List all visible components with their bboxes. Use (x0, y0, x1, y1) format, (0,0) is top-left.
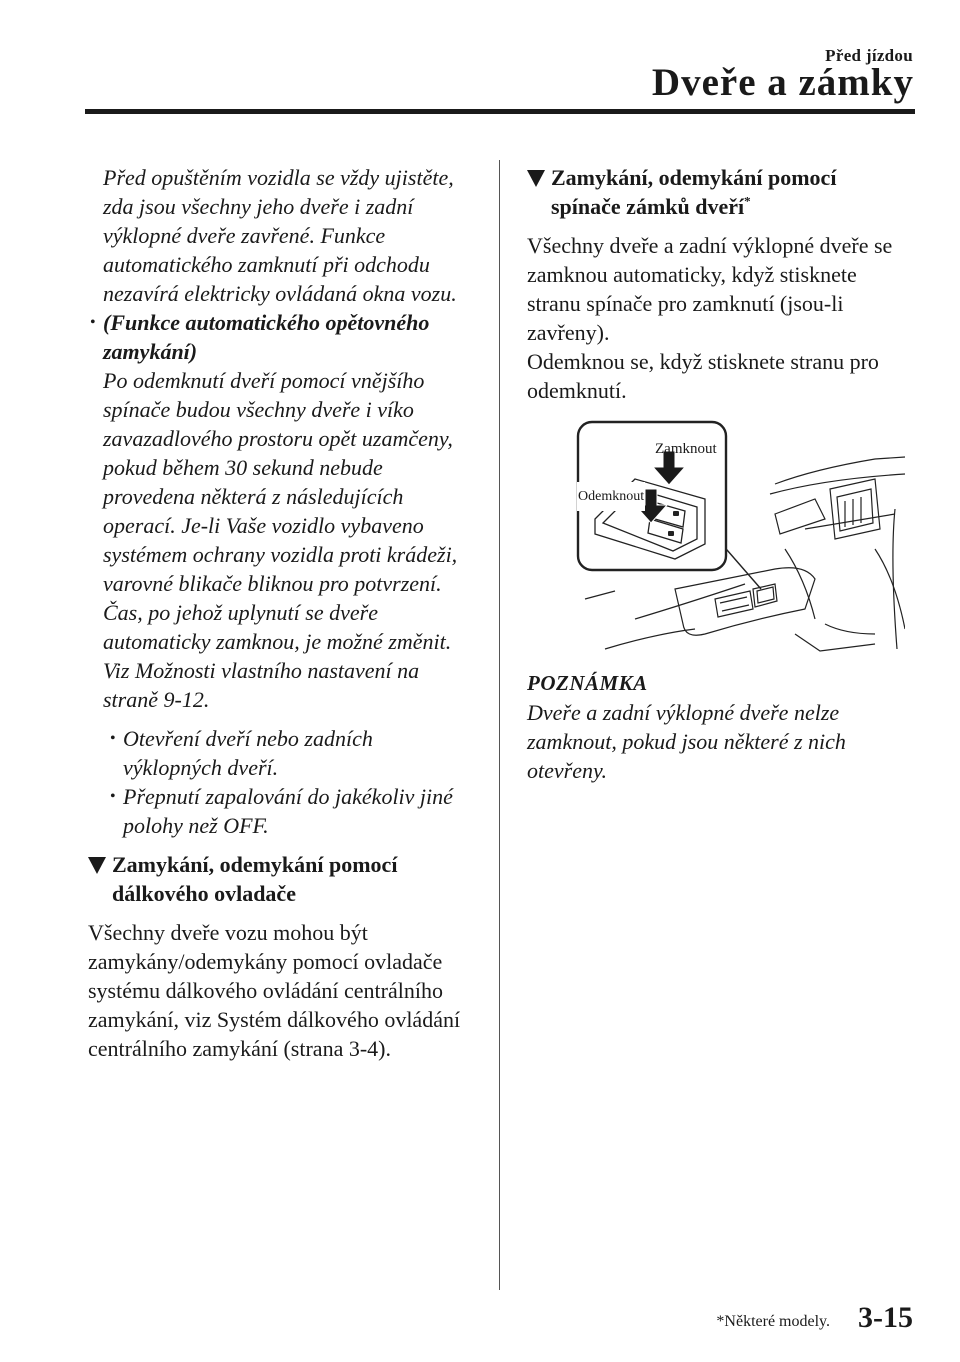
text-line: stranu spínače pro zamknutí (jsou-li (527, 291, 844, 316)
unlock-label: Odemknout (577, 482, 645, 511)
text-line: Zamykání, odemykání pomocí (112, 852, 398, 877)
text-line: automatického zamknutí při odchodu (103, 252, 430, 277)
text-line: zavazadlového prostoru opět uzamčeny, (103, 426, 453, 451)
text-line: provedena některá z následujících (103, 484, 404, 509)
sub-bullet (88, 724, 483, 782)
footnote-mark: * (744, 193, 751, 209)
switch-paragraph (527, 231, 922, 405)
auto-relock-item (88, 308, 483, 714)
text-line: výklopných dveří. (123, 755, 279, 780)
text-line: Přepnutí zapalování do jakékoliv jiné (123, 784, 453, 809)
header-rule (85, 109, 915, 114)
text-line: zamykání, viz Systém dálkového ovládání (88, 1007, 461, 1032)
heading-line-with-mark (551, 192, 922, 221)
note-body (527, 698, 922, 785)
text-line: odemknutí. (527, 378, 627, 403)
text-line: Před opuštěním vozidla se vždy ujistěte, (103, 165, 454, 190)
text-line: nezavírá elektricky ovládaná okna vozu. (103, 281, 457, 306)
door-panel-illustration (575, 419, 905, 659)
text-line: systému dálkového ovládání centrálního (88, 978, 443, 1003)
section-label: Před jízdou (825, 46, 913, 65)
text-line: Otevření dveří nebo zadních (123, 726, 373, 751)
bullet-dot: • (110, 730, 116, 747)
switch-section-heading (527, 163, 922, 221)
remote-section-heading (88, 850, 483, 908)
text-line: Odemknou se, když stisknete stranu pro (527, 349, 879, 374)
text-line: systémem ochrany vozidla proti krádeži, (103, 542, 458, 567)
text-line: operací. Je-li Vaše vozidlo vybaveno (103, 513, 424, 538)
text-line: zda jsou všechny jeho dveře i zadní (103, 194, 414, 219)
text-line: zamykány/odemykány pomocí ovladače (88, 949, 443, 974)
text-line: Po odemknutí dveří pomocí vnějšího (103, 368, 425, 393)
footnote: *Některé modely. (716, 1313, 830, 1330)
right-column (527, 163, 922, 785)
text-line: otevřeny. (527, 758, 608, 783)
text-line: Čas, po jehož uplynutí se dveře (103, 600, 378, 625)
text-line: Všechny dveře vozu mohou být (88, 920, 368, 945)
bullet-dot: • (90, 314, 96, 331)
page-number: 3-15 (858, 1301, 913, 1334)
text-line: výklopné dveře zavřené. Funkce (103, 223, 386, 248)
bullet-dot: • (110, 788, 116, 805)
text-line: polohy než OFF. (123, 813, 269, 838)
auto-relock-description (103, 366, 483, 714)
text-line: zamknout, pokud jsou některé z nich (527, 729, 846, 754)
text-line: Zamykání, odemykání pomocí (551, 165, 837, 190)
text-line: Všechny dveře a zadní výklopné dveře se (527, 233, 893, 258)
remote-paragraph (88, 918, 483, 1063)
page-title: Dveře a zámky (651, 61, 914, 104)
triangle-marker-icon (88, 857, 106, 874)
text-line: centrálního zamykání (strana 3-4). (88, 1036, 391, 1061)
text-line: straně 9-12. (103, 687, 210, 712)
text-line: Dveře a zadní výklopné dveře nelze (527, 700, 840, 725)
left-column (88, 163, 483, 1063)
sub-bullet (88, 782, 483, 840)
text-line: pokud během 30 sekund nebude (103, 455, 383, 480)
triangle-marker-icon (527, 170, 545, 187)
text-line: spínače budou všechny dveře i víko (103, 397, 414, 422)
auto-lock-warning (88, 163, 483, 308)
text-line: automaticky zamknou, je možné změnit. (103, 629, 452, 654)
text-line: varovné blikače bliknou pro potvrzení. (103, 571, 442, 596)
note-title: POZNÁMKA (527, 671, 648, 695)
lock-label: Zamknout (655, 441, 717, 457)
text-line: (Funkce automatického opětovného (103, 310, 430, 335)
text-line: zamknou automaticky, když stisknete (527, 262, 857, 287)
door-lock-switch-figure (575, 419, 905, 659)
text-line: zamykání) (103, 339, 198, 364)
text-line: Viz Možnosti vlastního nastavení na (103, 658, 420, 683)
text-line: spínače zámků dveří (551, 194, 745, 219)
text-line: zavřeny). (527, 320, 610, 345)
column-divider (499, 160, 500, 1290)
auto-relock-title (103, 308, 483, 366)
text-line: dálkového ovladače (112, 881, 296, 906)
